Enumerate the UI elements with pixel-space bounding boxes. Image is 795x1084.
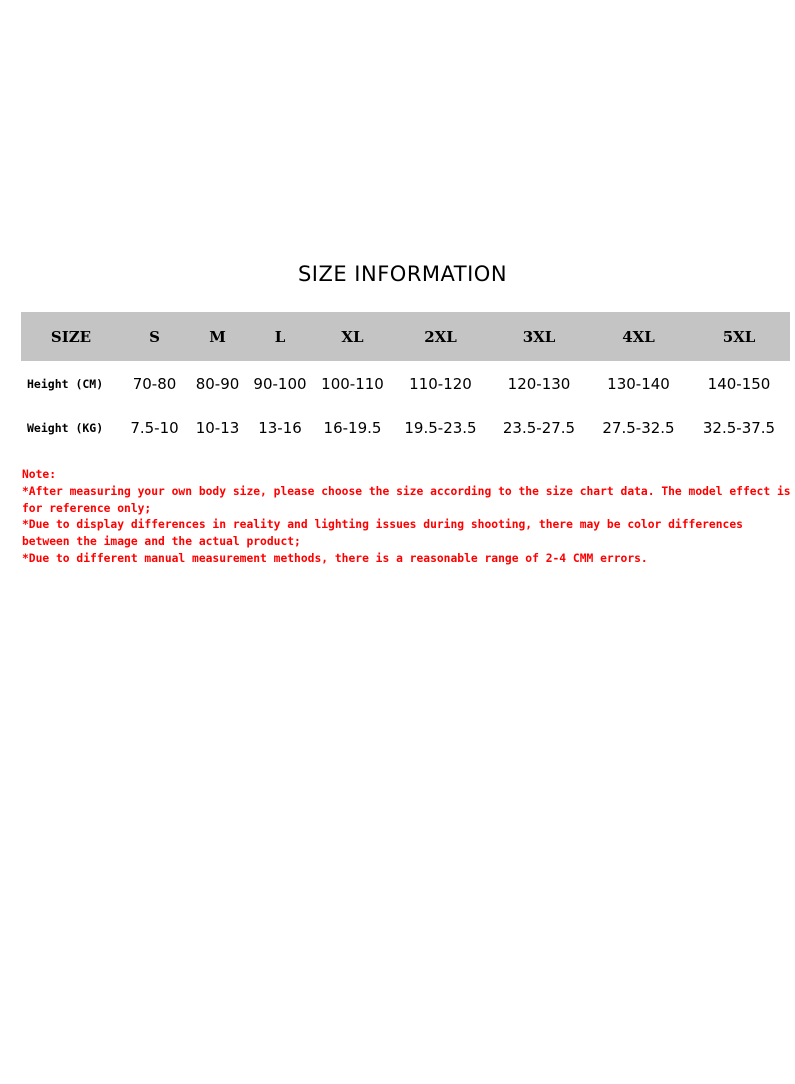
note-line: *Due to display differences in reality and lighting issues during shooting, there may be color differences between the image and the actual product; — [22, 518, 743, 549]
table-cell: 90-100 — [253, 374, 307, 393]
note-line: *After measuring your own body size, please choose the size according to the size chart data. The model effect is for reference only; — [22, 484, 791, 515]
table-header-cell: 2XL — [424, 327, 457, 346]
table-header-cell: 3XL — [522, 327, 556, 346]
table-cell: 23.5-27.5 — [502, 419, 576, 437]
table-cell: 120-130 — [507, 374, 571, 393]
table-header-cell: 5XL — [722, 327, 756, 346]
table-header-cell: XL — [341, 327, 364, 346]
table-cell: 140-150 — [707, 374, 771, 393]
table-cell: 80-90 — [195, 374, 240, 393]
table-cell: 130-140 — [607, 374, 670, 393]
table-cell: 70-80 — [132, 374, 177, 393]
table-cell: 27.5-32.5 — [602, 419, 675, 437]
table-cell: 19.5-23.5 — [404, 419, 477, 437]
table-cell: 13-16 — [258, 419, 302, 437]
table-cell: 10-13 — [195, 419, 240, 437]
table-header-cell: SIZE — [50, 327, 92, 346]
table-header-cell: L — [274, 327, 286, 346]
table-row-height — [21, 361, 790, 406]
table-cell: 16-19.5 — [323, 419, 382, 437]
table-cell: 110-120 — [409, 374, 472, 393]
notes-heading: Note: — [22, 468, 57, 481]
table-cell: 7.5-10 — [130, 419, 179, 437]
row-label: Weight (KG) — [27, 421, 104, 435]
row-label: Height (CM) — [27, 376, 104, 391]
table-header-cell: 4XL — [622, 327, 655, 346]
table-header-cell: M — [209, 327, 226, 346]
table-header-cell: S — [149, 327, 160, 346]
table-header-row — [21, 312, 790, 361]
size-chart-table — [21, 312, 790, 450]
notes-section — [22, 467, 792, 568]
note-line: *Due to different manual measurement methods, there is a reasonable range of 2-4 CMM errors. — [22, 551, 648, 565]
table-cell: 100-110 — [321, 374, 384, 393]
table-row-weight — [21, 406, 790, 450]
page-title: SIZE INFORMATION — [297, 262, 508, 286]
table-cell: 32.5-37.5 — [702, 419, 776, 437]
